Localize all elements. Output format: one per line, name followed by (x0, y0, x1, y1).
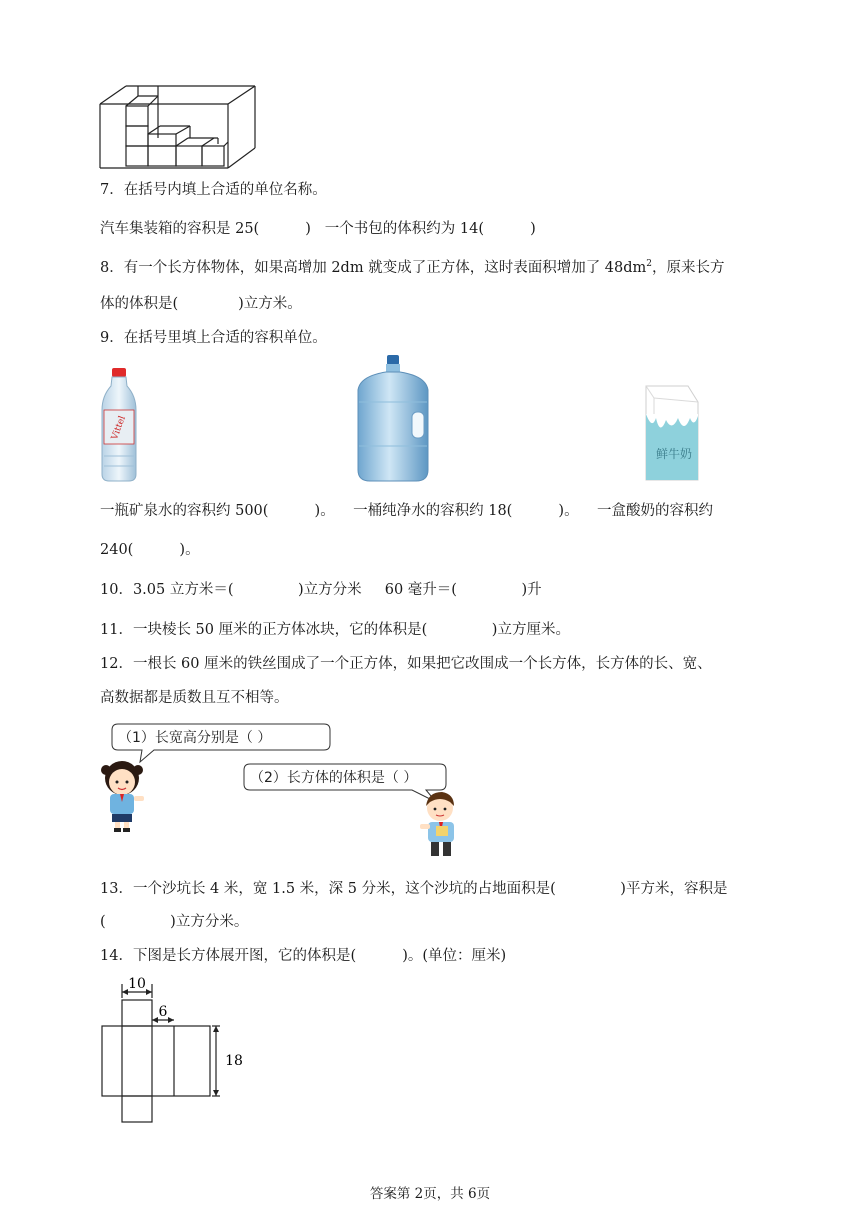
bubble-1-text: （1）长宽高分别是（ ） (118, 730, 272, 746)
q12-line1: 12．一根长 60 厘米的铁丝围成了一个正方体，如果把它改围成一个长方体，长方体的长、宽、 (100, 656, 712, 672)
q9-line1: 一瓶矿泉水的容积约 500( )。 一桶纯净水的容积约 18( )。 一盒酸奶的容积约 (100, 503, 714, 519)
cube-box-figure (98, 84, 260, 172)
mineral-water-bottle-image (96, 366, 142, 484)
q9-line2: 240( )。 (100, 542, 200, 558)
q12-illustration (96, 722, 456, 862)
dim-10-label: 10 (128, 976, 146, 992)
dim-6-label: 6 (158, 1004, 168, 1020)
q8-line2: 体的体积是( )立方米。 (100, 296, 302, 312)
q8-line1: 8．有一个长方体物体，如果高增加 2dm 就变成了正方体，这时表面积增加了 $48dm^2$，原来长方 (100, 259, 725, 276)
q7-question: 汽车集装箱的容积是 25( ) 一个书包的体积约为 14( ) (100, 221, 536, 237)
water-jug-image (356, 354, 430, 484)
cuboid-net-diagram (96, 974, 246, 1126)
q14-line: 14．下图是长方体展开图，它的体积是( )。(单位：厘米) (100, 948, 507, 964)
q13-line2: ( )立方分米。 (100, 914, 249, 930)
dim-18-label: 18 (225, 1053, 243, 1069)
q13-line1: 13．一个沙坑长 4 米，宽 1.5 米，深 5 分米，这个沙坑的占地面积是( )平方米，容积是 (100, 881, 728, 897)
q10-line: 10．3.05 立方米＝( )立方分米 60 毫升＝( )升 (100, 582, 542, 598)
bubble-2-text: （2）长方体的体积是（ ） (250, 770, 418, 786)
page-footer: 答案第 2页，共 6页 (369, 1186, 491, 1202)
q7-title: 7．在括号内填上合适的单位名称。 (100, 182, 327, 198)
boy-character-icon (420, 792, 454, 856)
q9-title: 9．在括号里填上合适的容积单位。 (100, 330, 327, 346)
svg-text:Vittel: Vittel (110, 414, 128, 442)
milk-carton-image (640, 384, 702, 484)
q11-line: 11．一块棱长 50 厘米的正方体冰块，它的体积是( )立方厘米。 (100, 622, 570, 638)
girl-character-icon (101, 761, 144, 832)
q12-line2: 高数据都是质数且互不相等。 (100, 690, 289, 706)
svg-text:鲜牛奶: 鲜牛奶 (655, 447, 693, 461)
